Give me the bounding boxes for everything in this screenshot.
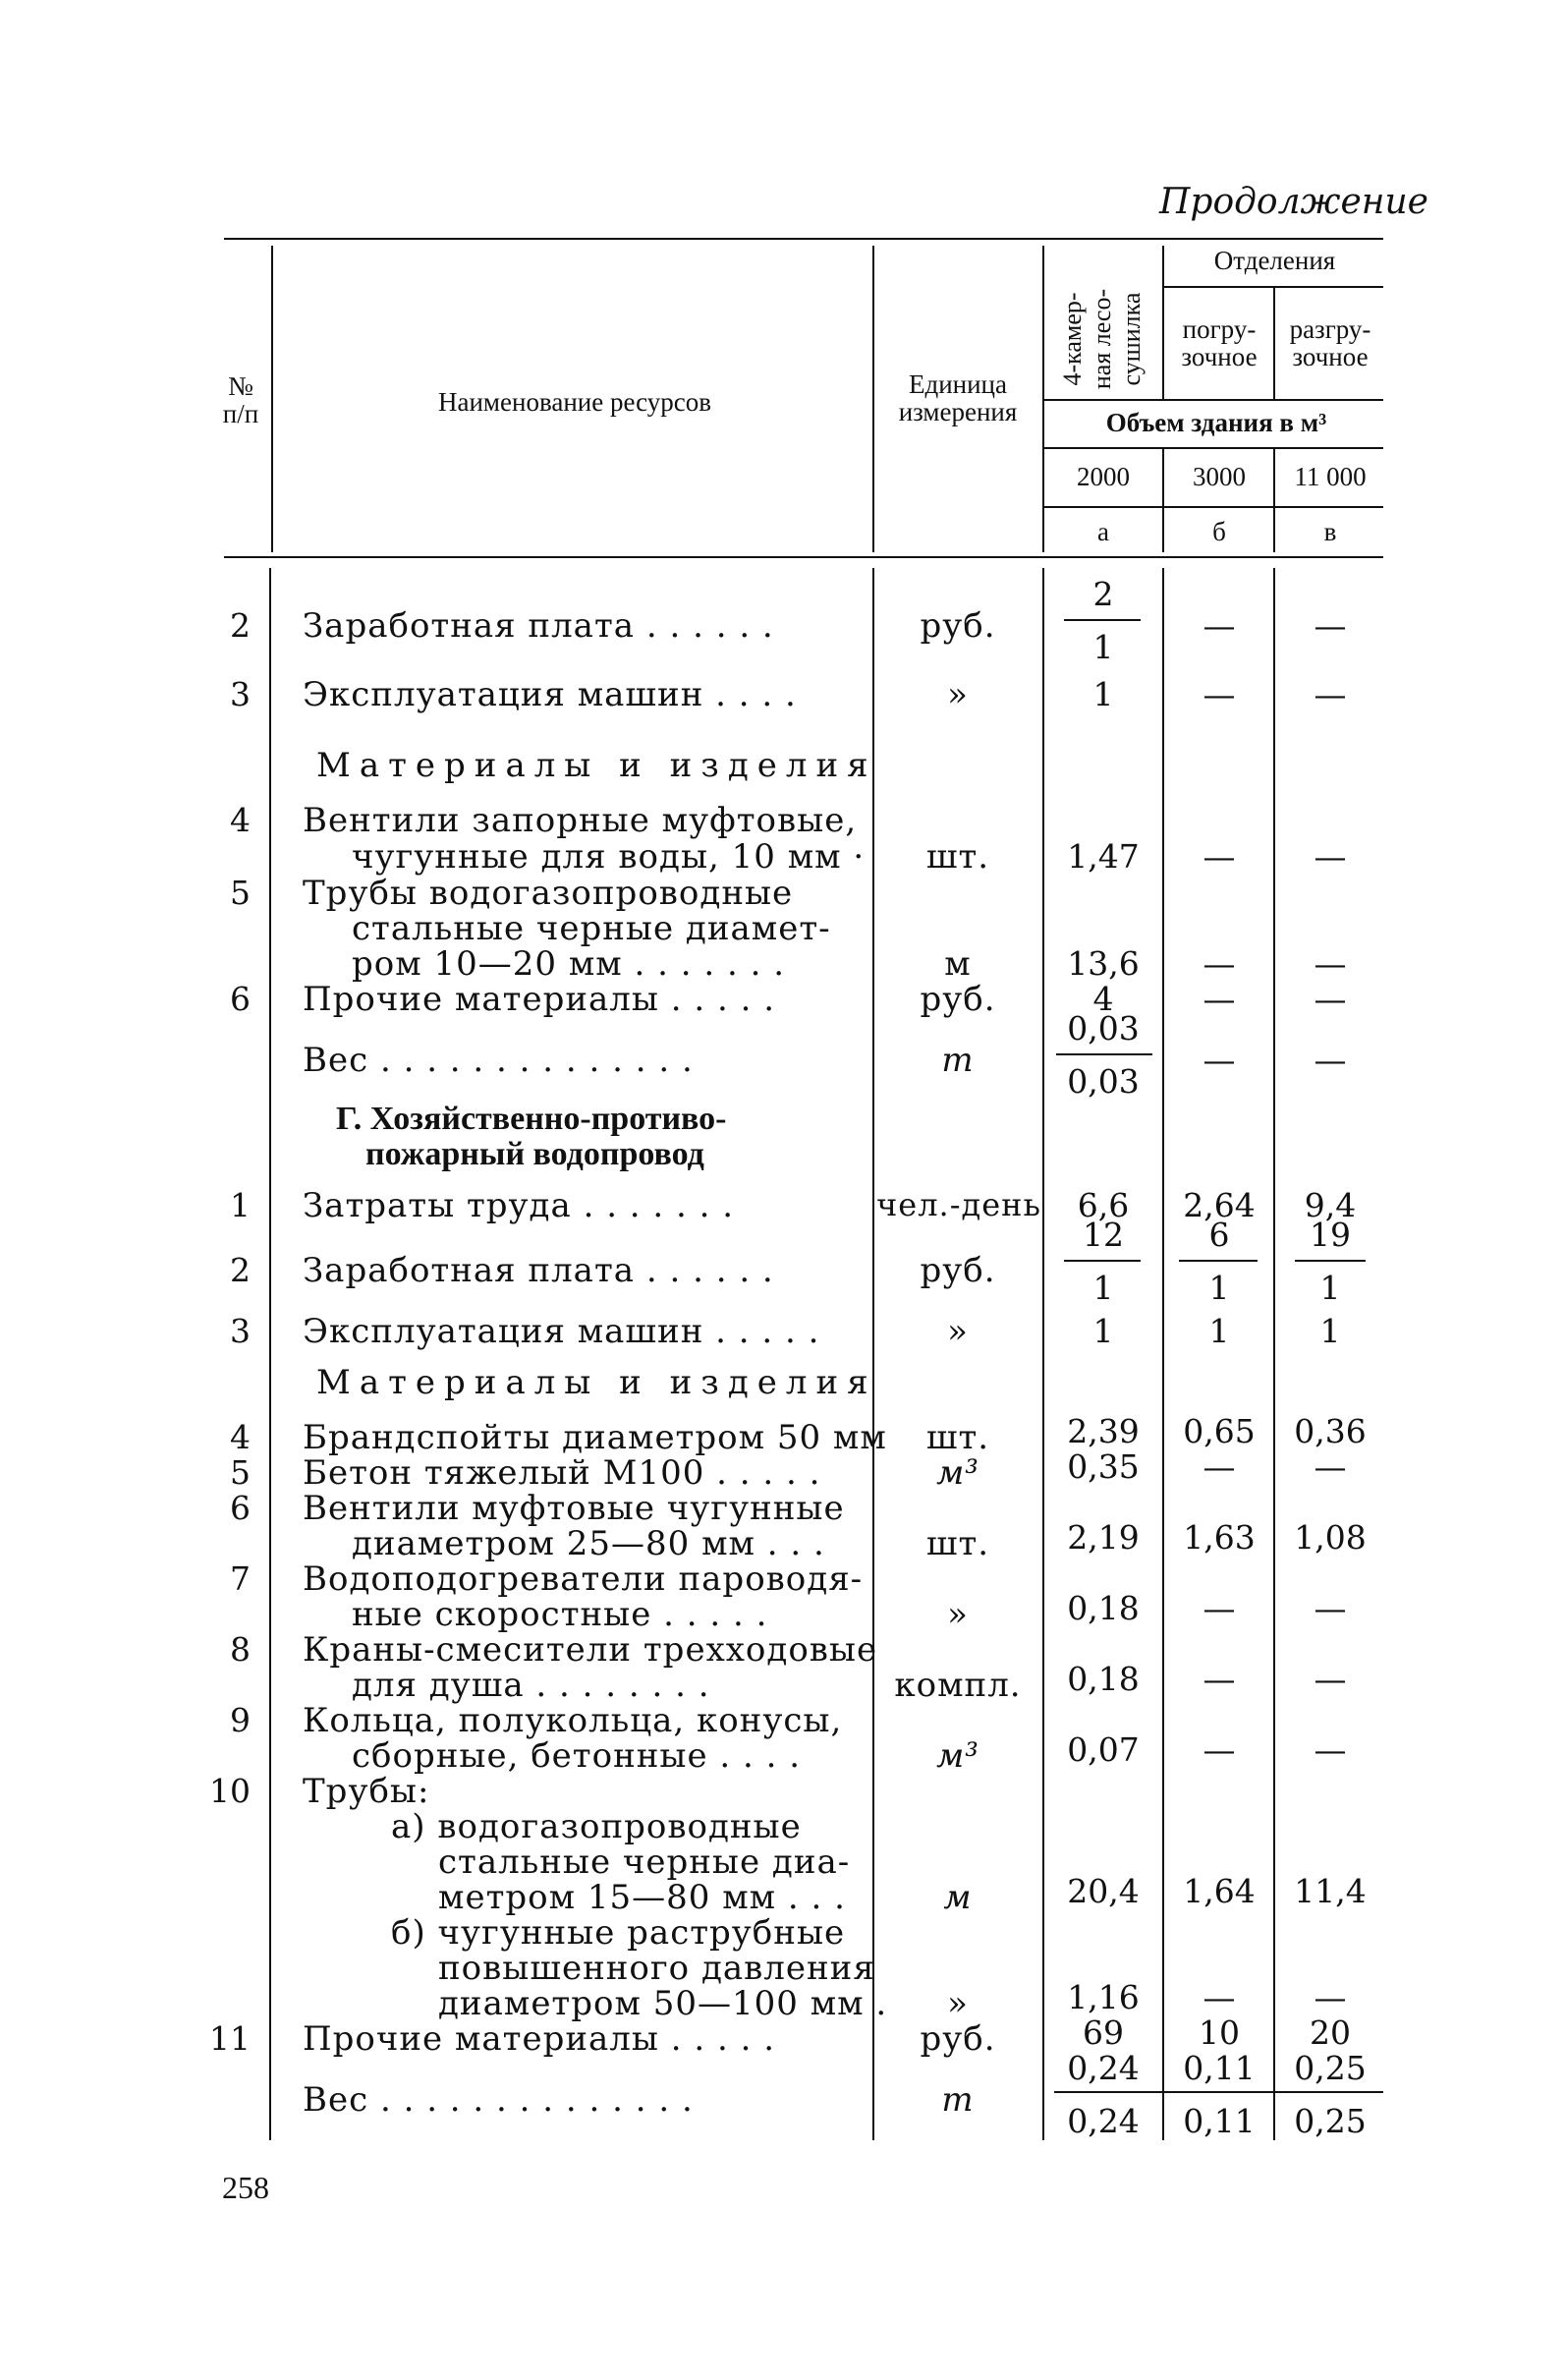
s2-row-unit: » — [947, 1312, 969, 1351]
s2-mat-c: — — [1314, 1660, 1347, 1698]
s2-mat-a: 0,18 — [1067, 1589, 1140, 1627]
s2-mat-line: Кольца, полукольца, конусы, — [303, 1701, 843, 1740]
s1-row-unit: » — [947, 675, 969, 714]
s2-mat-unit: шт. — [925, 1418, 990, 1457]
s2-mat-unit: » — [947, 1984, 969, 2023]
s2-row-c: 1 — [1319, 1312, 1341, 1350]
s2-mat-c: 1,08 — [1294, 1518, 1367, 1557]
s1-mat-line: Трубы водогазопроводные — [303, 874, 794, 913]
letters-rule — [1044, 506, 1383, 508]
s2-mat-num: 5 — [230, 1453, 251, 1492]
s2-row-num: 1 — [230, 1186, 251, 1224]
s2-mat-line: повышенного давления — [438, 1949, 875, 1988]
s2-row-a: 6,6 — [1077, 1186, 1130, 1224]
header-name: Наименование ресурсов — [438, 387, 711, 417]
s1-row-a-top: 2 — [1092, 575, 1114, 613]
s2-mat-num: 9 — [230, 1701, 251, 1739]
s2-mat-unit: » — [947, 1595, 969, 1634]
s2-mat-a: 0,18 — [1067, 1660, 1140, 1698]
continuation-label: Продолжение — [1159, 182, 1428, 222]
s2-mat-a: 2,39 — [1067, 1412, 1140, 1450]
s1-row-num: 2 — [230, 606, 251, 645]
s2-title-line-2: пожарный водопровод — [365, 1136, 704, 1172]
header-bottom-rule — [224, 556, 1383, 558]
s1-row-b: — — [1202, 675, 1236, 713]
s2-mat-a: 2,19 — [1067, 1518, 1140, 1557]
s1-weight-c: — — [1314, 1041, 1347, 1079]
s2-mat-line: диаметром 25—80 мм . . . — [352, 1524, 825, 1563]
volume-bottom-rule — [1044, 447, 1383, 449]
s2-weight-b-bot: 0,11 — [1183, 2102, 1256, 2140]
s2-row-a: 1 — [1092, 1312, 1114, 1350]
s2-mat-unit: руб. — [920, 2019, 996, 2059]
s2-row-name: Затраты труда . . . . . . . — [303, 1186, 735, 1225]
s2-row-name: Заработная плата . . . . . . — [303, 1251, 774, 1290]
s1-mat-line: ром 10—20 мм . . . . . . . — [352, 944, 786, 984]
s2-mat-a: 20,4 — [1067, 1872, 1140, 1910]
s2-mat-b: — — [1202, 1447, 1236, 1486]
s2-row-b-frac-line — [1179, 1260, 1258, 1262]
s1-weight-name: Вес . . . . . . . . . . . . . . — [303, 1041, 694, 1080]
s1-row-num: 3 — [230, 675, 251, 713]
s2-mat-c: — — [1314, 1978, 1347, 2016]
page-number: 258 — [222, 2170, 269, 2205]
s2-mat-b: — — [1202, 1978, 1236, 2016]
header-volume: Объем здания в м³ — [1105, 408, 1327, 437]
s2-mat-c: — — [1314, 1730, 1347, 1769]
header-drying: 4-камер- ная лесо- сушилка — [1058, 288, 1146, 390]
header-vol-b: 3000 — [1193, 462, 1246, 491]
header-unit-2: измерения — [898, 397, 1018, 426]
s2-row-b: 2,64 — [1183, 1186, 1256, 1224]
s2-mat-b: — — [1202, 1660, 1236, 1698]
s2-row-b-bot: 1 — [1208, 1269, 1230, 1307]
s1-mat-num: 6 — [230, 980, 251, 1018]
s1-mat-line: Вентили запорные муфтовые, — [303, 801, 858, 840]
hdr-vline-1 — [271, 246, 273, 552]
s2-row-b: 1 — [1208, 1312, 1230, 1350]
s1-mat-c: — — [1314, 837, 1347, 876]
s2-mat-a: 69 — [1083, 2013, 1124, 2052]
s2-weight-unit: т — [941, 2080, 975, 2120]
s2-mat-b: 1,63 — [1183, 1518, 1256, 1557]
s2-mat-line: а) водогазопроводные — [391, 1807, 802, 1846]
s1-row-name: Заработная плата . . . . . . — [303, 606, 774, 646]
s2-mat-c: — — [1314, 1447, 1347, 1486]
s1-materials-title: Материалы и изделия — [316, 746, 877, 785]
s1-weight-frac-line — [1056, 1053, 1152, 1055]
s2-mat-c: 20 — [1310, 2013, 1351, 2052]
s1-weight-a-top: 0,03 — [1067, 1009, 1140, 1048]
s2-mat-c: 11,4 — [1294, 1872, 1367, 1910]
s2-mat-line: для душа . . . . . . . . — [352, 1666, 710, 1705]
s1-mat-c: — — [1314, 980, 1347, 1018]
s2-mat-a: 0,07 — [1067, 1730, 1140, 1769]
s1-weight-a-bot: 0,03 — [1067, 1062, 1140, 1101]
s1-mat-b: — — [1202, 837, 1236, 876]
s2-mat-line: сборные, бетонные . . . . — [352, 1736, 802, 1776]
s1-mat-a: 1,47 — [1067, 837, 1140, 876]
s1-row-a-frac-line — [1064, 619, 1141, 621]
s2-weight-c-bot: 0,25 — [1294, 2102, 1367, 2140]
s1-row-a-bot: 1 — [1092, 628, 1114, 666]
header-letter-c: в — [1323, 517, 1337, 546]
s2-mat-line: метром 15—80 мм . . . — [438, 1878, 846, 1917]
s2-row-name: Эксплуатация машин . . . . . — [303, 1312, 820, 1351]
s2-mat-line: Водоподогреватели пароводя- — [303, 1559, 864, 1599]
s1-mat-b: — — [1202, 944, 1236, 983]
s1-row-b: — — [1202, 606, 1236, 645]
header-letter-b: б — [1212, 517, 1226, 546]
hdr-vline-3 — [1042, 246, 1044, 552]
s2-mat-unit: м³ — [936, 1453, 979, 1493]
s1-mat-a: 4 — [1092, 980, 1114, 1018]
header-num-pp: п/п — [222, 399, 259, 428]
s2-materials-title: Материалы и изделия — [316, 1363, 877, 1402]
s2-mat-line: Трубы: — [303, 1772, 430, 1811]
s2-mat-a: 1,16 — [1067, 1978, 1140, 2016]
header-loading-1: погру- — [1182, 314, 1257, 344]
s2-row-b-top: 6 — [1208, 1216, 1230, 1254]
s2-row-c-top: 19 — [1310, 1216, 1351, 1254]
header-num-symbol: № — [228, 371, 253, 401]
s1-mat-unit: руб. — [920, 980, 996, 1019]
s2-mat-line: ные скоростные . . . . . — [352, 1595, 768, 1634]
header-unloading-1: разгру- — [1289, 314, 1371, 344]
header-unit-1: Единица — [908, 369, 1007, 399]
s2-mat-line: Прочие материалы . . . . . — [303, 2019, 776, 2059]
s2-mat-num: 11 — [209, 2019, 251, 2058]
s1-row-a: 1 — [1092, 675, 1114, 713]
s1-mat-line: стальные черные диамет- — [352, 909, 831, 948]
s1-row-unit: руб. — [920, 606, 996, 646]
s2-row-unit: руб. — [920, 1251, 996, 1290]
s1-weight-b: — — [1202, 1041, 1236, 1079]
s2-row-unit: чел.-день — [876, 1186, 1041, 1223]
s2-mat-b: — — [1202, 1730, 1236, 1769]
s1-mat-c: — — [1314, 944, 1347, 983]
s2-row-num: 3 — [230, 1312, 251, 1350]
s2-row-a-top: 12 — [1083, 1216, 1124, 1254]
s2-weight-name: Вес . . . . . . . . . . . . . . — [303, 2080, 694, 2120]
s2-row-num: 2 — [230, 1251, 251, 1289]
s2-row-a-bot: 1 — [1092, 1269, 1114, 1307]
header-top-rule — [224, 238, 1383, 240]
s2-row-c: 9,4 — [1304, 1186, 1357, 1224]
s2-weight-frac-line — [1054, 2091, 1383, 2093]
s2-mat-num: 8 — [230, 1630, 251, 1669]
s2-mat-unit: м — [943, 1878, 973, 1917]
s2-mat-b: 1,64 — [1183, 1872, 1256, 1910]
s2-mat-num: 6 — [230, 1489, 251, 1527]
s2-mat-a: 0,35 — [1067, 1447, 1140, 1486]
body-vline-1 — [269, 568, 271, 2140]
s2-weight-c-top: 0,25 — [1294, 2049, 1367, 2087]
s1-row-name: Эксплуатация машин . . . . — [303, 675, 797, 714]
s2-mat-line: Вентили муфтовые чугунные — [303, 1489, 845, 1528]
header-unloading-2: зочное — [1292, 342, 1369, 371]
s2-mat-line: б) чугунные раструбные — [391, 1913, 846, 1953]
s2-mat-line: Бетон тяжелый М100 . . . . . — [303, 1453, 821, 1493]
s2-mat-b: 10 — [1199, 2013, 1240, 2052]
s1-mat-a: 13,6 — [1067, 944, 1140, 983]
s2-mat-num: 4 — [230, 1418, 251, 1456]
s1-row-c: — — [1314, 675, 1347, 713]
s2-mat-unit: м³ — [936, 1736, 979, 1776]
s2-mat-line: Краны-смесители трехходовые — [303, 1630, 878, 1670]
s1-mat-line: Прочие материалы . . . . . — [303, 980, 776, 1019]
s2-row-a-frac-line — [1064, 1260, 1141, 1262]
s2-mat-num: 10 — [209, 1772, 251, 1810]
header-letter-a: а — [1097, 517, 1109, 546]
s2-mat-c: 0,36 — [1294, 1412, 1367, 1450]
s2-title-line-1: Г. Хозяйственно-противо- — [336, 1101, 727, 1137]
s2-mat-line: Брандспойты диаметром 50 мм — [303, 1418, 887, 1457]
s1-weight-unit: т — [941, 1041, 975, 1080]
s2-weight-a-top: 0,24 — [1067, 2049, 1140, 2087]
s2-weight-b-top: 0,11 — [1183, 2049, 1256, 2087]
s2-mat-unit: компл. — [894, 1666, 1022, 1705]
s1-mat-num: 4 — [230, 801, 251, 839]
header-departments: Отделения — [1213, 246, 1336, 275]
header-vol-c: 11 000 — [1294, 462, 1367, 491]
s2-mat-b: — — [1202, 1589, 1236, 1627]
s1-mat-unit: м — [944, 944, 972, 984]
s2-weight-a-bot: 0,24 — [1067, 2102, 1140, 2140]
s2-mat-line: диаметром 50—100 мм . — [438, 1984, 888, 2023]
s1-row-c: — — [1314, 606, 1347, 645]
s2-mat-line: стальные черные диа- — [438, 1842, 851, 1882]
s2-mat-num: 7 — [230, 1559, 251, 1598]
s1-mat-b: — — [1202, 980, 1236, 1018]
s2-mat-b: 0,65 — [1183, 1412, 1256, 1450]
s2-mat-c: — — [1314, 1589, 1347, 1627]
s2-row-c-frac-line — [1295, 1260, 1366, 1262]
s1-mat-unit: шт. — [925, 837, 990, 877]
header-loading-2: зочное — [1181, 342, 1258, 371]
s1-mat-line: чугунные для воды, 10 мм · — [352, 837, 866, 877]
s1-mat-num: 5 — [230, 874, 251, 912]
header-vol-a: 2000 — [1077, 462, 1130, 491]
s2-row-c-bot: 1 — [1319, 1269, 1341, 1307]
s2-mat-unit: шт. — [925, 1524, 990, 1563]
